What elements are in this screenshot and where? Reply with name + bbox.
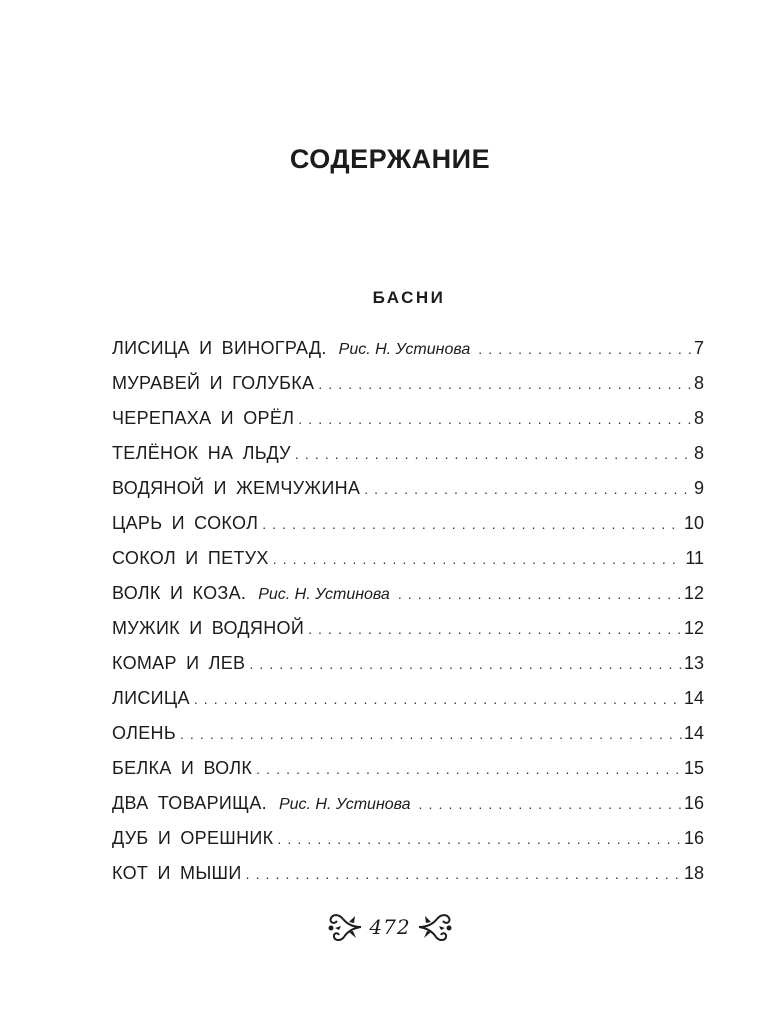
toc-entry-title: ЧЕРЕПАХА И ОРЁЛ <box>112 408 295 428</box>
toc-entry-page: 14 <box>683 688 704 708</box>
toc-entry <box>112 723 704 758</box>
toc-entry-page: 16 <box>683 793 704 813</box>
toc-entry <box>112 583 704 618</box>
dot-leader <box>262 516 682 532</box>
toc-entry <box>112 478 704 513</box>
dot-leader <box>298 411 692 427</box>
dot-leader <box>273 551 684 567</box>
toc-entry-credit: Рис. Н. Устинова <box>258 586 390 603</box>
toc-entry <box>112 408 704 443</box>
toc-entry-page: 12 <box>683 618 704 638</box>
folio <box>0 912 780 942</box>
floral-ornament-right-icon <box>417 912 453 942</box>
toc-entry <box>112 513 704 548</box>
toc-entry-title: ВОДЯНОЙ И ЖЕМЧУЖИНА <box>112 478 361 498</box>
toc-entry-page: 14 <box>683 723 704 743</box>
dot-leader <box>364 481 692 497</box>
toc-entry <box>112 373 704 408</box>
toc-entry-title: БЕЛКА И ВОЛК <box>112 758 253 778</box>
toc-entry-page: 12 <box>683 583 704 603</box>
toc-entry <box>112 338 704 373</box>
toc-entry <box>112 863 704 898</box>
toc-entry <box>112 653 704 688</box>
toc-entry <box>112 688 704 723</box>
toc-entry-page: 13 <box>683 653 704 673</box>
toc-entry-title: МУРАВЕЙ И ГОЛУБКА <box>112 373 315 393</box>
toc-entry <box>112 828 704 863</box>
toc-entry-page: 11 <box>685 548 704 568</box>
dot-leader <box>277 831 682 847</box>
toc-entry-title: ДВА ТОВАРИЩА. <box>112 793 267 813</box>
toc-entry <box>112 793 704 828</box>
page-number: 472 <box>369 915 411 939</box>
toc-entry-title: ЛИСИЦА И ВИНОГРАД. <box>112 338 327 358</box>
floral-ornament-left-icon <box>327 912 363 942</box>
toc-entry <box>112 443 704 478</box>
page-title: СОДЕРЖАНИЕ <box>289 144 491 174</box>
toc-entry-page: 18 <box>683 863 704 883</box>
dot-leader <box>249 656 682 672</box>
toc-entry-page: 7 <box>693 338 704 358</box>
toc-entry-page: 9 <box>693 478 704 498</box>
dot-leader <box>295 446 692 462</box>
dot-leader <box>194 691 682 707</box>
dot-leader <box>308 621 682 637</box>
table-of-contents <box>112 338 704 898</box>
toc-entry-page: 8 <box>693 373 704 393</box>
toc-entry-title: ЛИСИЦА <box>112 688 190 708</box>
toc-entry <box>112 758 704 793</box>
dot-leader <box>398 586 682 602</box>
toc-entry-credit: Рис. Н. Устинова <box>278 796 411 813</box>
toc-entry <box>112 548 704 583</box>
toc-entry-title: ДУБ И ОРЕШНИК <box>112 828 274 848</box>
toc-entry-title: КОТ И МЫШИ <box>112 863 242 883</box>
dot-leader <box>256 761 682 777</box>
toc-entry-page: 8 <box>693 443 704 463</box>
toc-entry-title: ОЛЕНЬ <box>112 723 176 743</box>
dot-leader <box>246 866 682 882</box>
dot-leader <box>478 341 692 357</box>
toc-entry-page: 16 <box>683 828 704 848</box>
toc-entry-title: СОКОЛ И ПЕТУХ <box>112 548 269 568</box>
toc-entry-title: ТЕЛЁНОК НА ЛЬДУ <box>112 443 291 463</box>
toc-entry-title: МУЖИК И ВОДЯНОЙ <box>112 618 305 638</box>
dot-leader <box>180 726 682 742</box>
dot-leader <box>419 796 682 812</box>
toc-entry-page: 10 <box>683 513 704 533</box>
toc-entry-title: ЦАРЬ И СОКОЛ <box>112 513 259 533</box>
toc-entry-page: 15 <box>683 758 704 778</box>
dot-leader <box>318 376 692 392</box>
toc-entry-credit: Рис. Н. Устинова <box>338 341 471 358</box>
toc-entry-title: ВОЛК И КОЗА. <box>112 583 247 603</box>
section-title: БАСНИ <box>372 288 446 307</box>
toc-entry-title: КОМАР И ЛЕВ <box>112 653 246 673</box>
toc-entry-page: 8 <box>693 408 704 428</box>
toc-entry <box>112 618 704 653</box>
